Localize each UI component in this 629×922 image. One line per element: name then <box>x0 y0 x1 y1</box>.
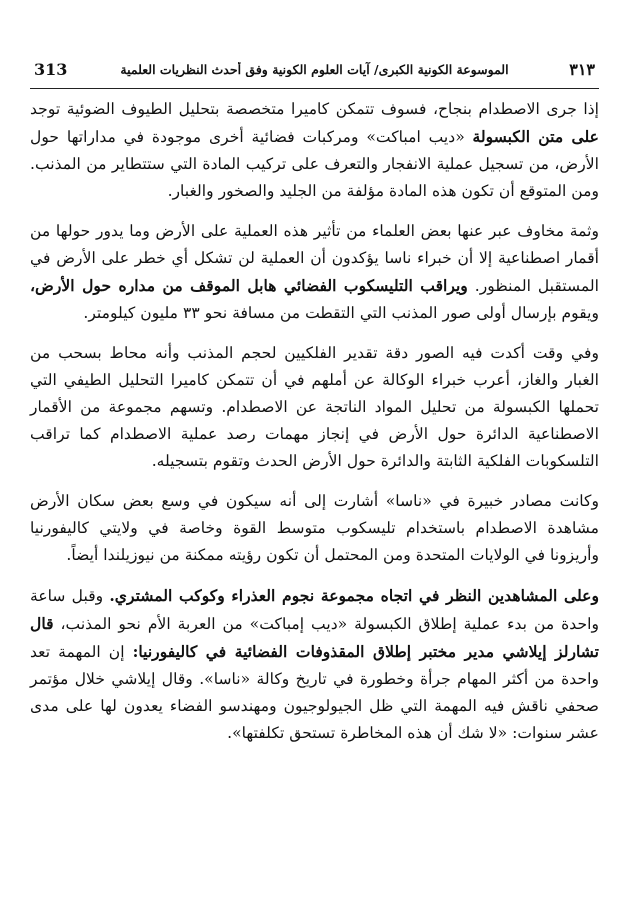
bold-text-segment: وعلى المشاهدين النظر في اتجاه مجموعة نجوم العذراء وكوكب المشتري. <box>109 586 599 605</box>
paragraph <box>30 340 599 475</box>
text-segment: وثمة مخاوف عبر عنها بعض العلماء من تأثير هذه العملية على الأرض وما يدور حولها من أقمار اصطناعية إلا أن خبراء ناسا يؤكدون أن العملية لن تشكل أي خطر على الأرض في المستقبل المنظور. <box>30 222 599 295</box>
paragraph <box>30 488 599 569</box>
text-segment: إذا جرى الاصطدام بنجاح، فسوف تتمكن كاميرا متخصصة بتحليل الطيوف الضوئية توجد <box>30 100 599 118</box>
paragraph <box>30 96 599 205</box>
paragraph <box>30 582 599 747</box>
text-segment: إن المهمة تعد واحدة من أكثر المهام جرأة وخطورة في تاريخ وكالة «ناسا». وقال إيلاشي خلال مؤتمر صحفي ناقش فيه المهمة التي ظل الجيولوجيون ومهندسو الفضاء يعدون لها على مدى عشر سنوات: «لا شك أن هذه المخاطرة تستحق تكلفتها». <box>30 643 599 742</box>
bold-text-segment: ويراقب التليسكوب الفضائي هابل الموقف من مداره حول الأرض، <box>30 276 468 295</box>
bold-text-segment: قال تشارلز إيلاشي مدير مختبر إطلاق المقذوفات الفضائية في كاليفورنيا: <box>30 614 599 661</box>
page-number-latin: 313 <box>34 60 68 79</box>
bold-text-segment: على متن الكبسولة <box>472 127 599 146</box>
running-title: الموسوعة الكونية الكبرى/ آيات العلوم الكونية وفق أحدث النظريات العلمية <box>120 62 509 77</box>
page-header <box>30 56 599 86</box>
text-segment: وفي وقت أكدت فيه الصور دقة تقدير الفلكيين لحجم المذنب وأنه محاط بسحب من الغبار والغاز، أعرب خبراء الوكالة عن أملهم في أن تتمكن كاميرا التحليل الطيفي التي تحملها الكبسولة من تحليل المواد الناتجة عن الاصطدام. وتسهم مجموعة من الأقمار الاصطناعية الدائرة حول الأرض في إنجاز مهمات رصد عملية الاصطدام كما تراقب التلسكوبات الفلكية الثابتة والدائرة حول الأرض الحدث وتقوم بتسجيله. <box>30 344 599 470</box>
paragraph <box>30 218 599 327</box>
body-text <box>30 96 599 760</box>
text-segment: وقبل ساعة واحدة من بدء عملية إطلاق الكبسولة «ديب إمباكت» من العربة الأم نحو المذنب، <box>30 587 599 633</box>
text-segment: وكانت مصادر خبيرة في «ناسا» أشارت إلى أنه سيكون في وسع بعض سكان الأرض مشاهدة الاصطدام باستخدام تليسكوب متوسط القوة وخاصة في ولايتي كاليفورنيا وأريزونا في الولايات المتحدة ومن المحتمل أن تكون رؤيته ممكنة من نيوزيلندا أيضاً. <box>30 492 599 564</box>
header-divider <box>30 88 599 89</box>
page-number-arabic: ٣١٣ <box>569 60 595 79</box>
text-segment: ويقوم بإرسال أولى صور المذنب التي التقطت من مسافة نحو ٣٣ مليون كيلومتر. <box>83 304 599 322</box>
text-segment: «ديب امباكت» ومركبات فضائية أخرى موجودة في مداراتها حول الأرض، من تسجيل عملية الانفجار والتعرف على تركيب المادة التي ستتطاير من المذنب. ومن المتوقع أن تكون هذه المادة مؤلفة من الجليد والصخور والغبار. <box>30 128 599 200</box>
